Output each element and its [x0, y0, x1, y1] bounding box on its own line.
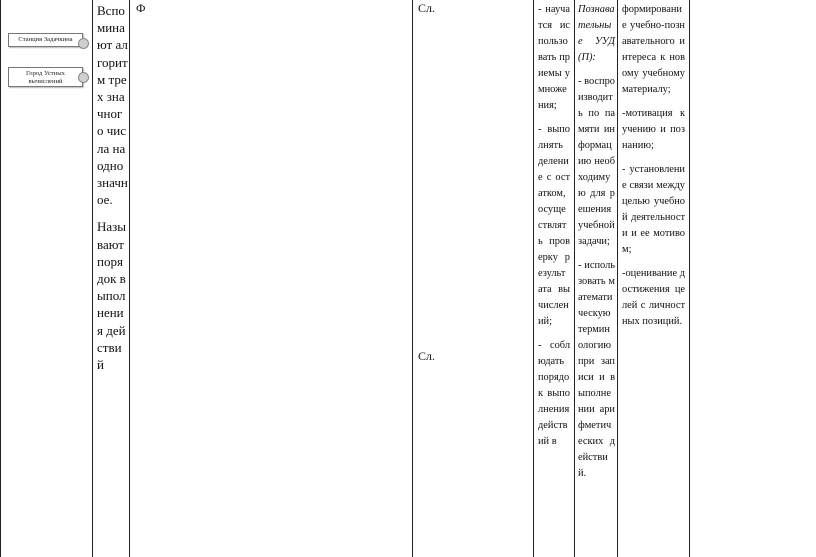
table-divider: [533, 0, 534, 557]
table-divider: [129, 0, 130, 557]
content-column: [97, 2, 128, 373]
uud-column: [578, 2, 615, 482]
station-label: Станция Задачкина: [18, 36, 73, 43]
city-vychisleniy-button[interactable]: [8, 67, 83, 87]
level-cell-bottom: Сл.: [418, 349, 435, 363]
table-border-right: [689, 0, 690, 557]
city-marker-icon[interactable]: [78, 72, 89, 83]
table-divider: [617, 0, 618, 557]
personal-item: - установление связи между целью учебной деятельности и ее мотивом;: [622, 164, 685, 255]
station-marker-icon[interactable]: [78, 38, 89, 49]
subject-item: - научатся использовать приемы умножения;: [538, 4, 570, 111]
table-divider: [92, 0, 93, 557]
content-paragraph: Называют порядок выполнения действий: [97, 219, 127, 373]
personal-item: -оценивание достижения целей с личностных позиций.: [622, 268, 685, 327]
personal-results-column: [622, 2, 685, 330]
level-cell-top: Сл.: [418, 1, 435, 15]
subject-results-column: [538, 2, 570, 450]
station-zadachkina-button[interactable]: [8, 33, 83, 47]
uud-item: - воспроизводить по памяти информацию необходимую для решения учебной задачи;: [578, 76, 615, 247]
subject-item: - соблюдать порядок выполнения действий в: [538, 340, 570, 447]
content-paragraph: Вспоминают алгоритм трех значного числа на одно значное.: [97, 3, 128, 208]
table-border-left: [0, 0, 1, 557]
uud-item: - использовать математическую терминологию при записи и выполнении арифметических действий.: [578, 260, 615, 479]
city-label: Город Устных вычислений: [26, 70, 65, 85]
table-divider: [412, 0, 413, 557]
work-form-cell: Ф: [136, 1, 146, 15]
personal-item: -мотивация к учению и познанию;: [622, 108, 685, 151]
personal-item: формирование учебно-познавательного интереса к новому учебному материалу;: [622, 4, 685, 95]
subject-item: - выполнять деление с остатком, осуществлять проверку результата вычислений;: [538, 124, 570, 327]
table-divider: [574, 0, 575, 557]
uud-heading: Познавательные УУД (П):: [578, 4, 615, 63]
